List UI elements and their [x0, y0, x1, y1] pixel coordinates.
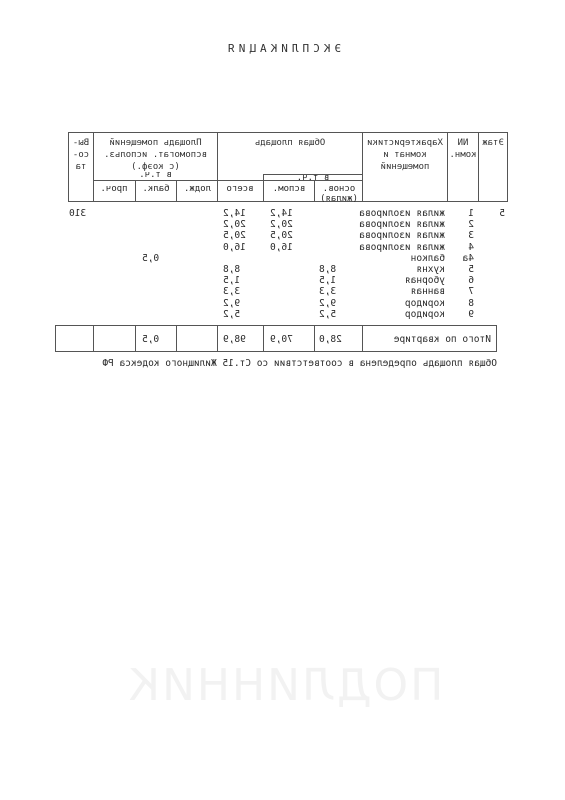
- row-8-name: ванная: [410, 286, 445, 298]
- row-10-name: коридор: [404, 308, 445, 320]
- totals-total: 98,9: [223, 334, 246, 345]
- row-3-name: жилая изолирова: [359, 230, 445, 242]
- row-4-name: жилая изолирова: [359, 241, 445, 253]
- totals-balcony: 0,5: [142, 334, 160, 345]
- row-7-aux: 1,5: [319, 275, 337, 287]
- header-total-area: Общая площадь: [217, 132, 363, 202]
- rule: [314, 325, 315, 352]
- row-6-name: кухня: [416, 264, 445, 275]
- row-3-main: 20,5: [270, 230, 293, 242]
- row-2-total: 20,2: [223, 219, 246, 231]
- row-4-total: 16,0: [223, 241, 246, 253]
- row-4-no: 4: [468, 241, 474, 253]
- header-character: Характеристики комнат и помещений: [362, 132, 448, 202]
- row-8-aux: 3,3: [319, 286, 337, 298]
- aux-header: вспом.: [272, 184, 306, 194]
- row-1-no: 1: [468, 208, 474, 219]
- row-9-aux: 9,2: [319, 297, 337, 309]
- totals-aux: 28,0: [319, 334, 342, 345]
- row-10-no: 9: [468, 308, 474, 320]
- row-2-no: 2: [468, 219, 474, 231]
- incl2-label: в т.ч.: [139, 170, 172, 180]
- row-6-total: 8,8: [223, 264, 241, 275]
- incl-label: в т.ч.: [296, 173, 330, 183]
- area-note: Общая площадь определена в соответствии со Ст.15 Жилищного кодекса РФ: [102, 358, 497, 369]
- row-5-balcony: 0,5: [142, 252, 160, 264]
- rule: [176, 325, 177, 352]
- row-6-aux: 8,8: [319, 264, 337, 275]
- row-7-no: 6: [468, 275, 474, 287]
- row-5-name: балкон: [410, 252, 445, 264]
- main-header: основ. (жилая): [320, 184, 358, 204]
- watermark-stamp: ПОДЛИННИК: [126, 660, 444, 711]
- row-1-height: 310: [69, 208, 87, 219]
- row-10-total: 5,2: [223, 308, 241, 320]
- balcony-header: балк.: [142, 184, 170, 194]
- row-9-no: 8: [468, 297, 474, 309]
- header-room-no: NN комн.: [447, 132, 479, 202]
- row-2-main: 20,2: [270, 219, 293, 231]
- header-aux-area: Площадь помещений вспомогат. использ. (с коэф.): [93, 132, 218, 202]
- rule: [93, 325, 94, 352]
- row-1-total: 14,2: [223, 208, 246, 219]
- rule: [135, 325, 136, 352]
- loggia-header: лодж.: [183, 184, 212, 194]
- row-8-total: 3,3: [223, 286, 241, 298]
- row-4-main: 16,0: [270, 241, 293, 253]
- rule: [93, 180, 218, 181]
- total-header: всего: [226, 184, 254, 194]
- row-8-no: 7: [468, 286, 474, 298]
- row-3-total: 20,5: [223, 230, 246, 242]
- row-1-floor: 5: [499, 208, 505, 219]
- row-5-no: 4а: [462, 252, 474, 264]
- row-2-name: жилая изолирова: [359, 219, 445, 231]
- row-1-main: 14,2: [270, 208, 293, 219]
- row-9-name: коридор: [404, 297, 445, 309]
- rule: [263, 325, 264, 352]
- row-7-total: 1,5: [223, 275, 241, 287]
- header-floor: Этаж: [478, 132, 508, 202]
- row-10-aux: 5,2: [319, 308, 337, 320]
- other-header: проч.: [100, 184, 128, 194]
- row-6-no: 5: [468, 264, 474, 275]
- totals-label: Итого по квартире: [393, 334, 491, 345]
- header-height: Вы- со- та: [68, 132, 94, 202]
- row-7-name: уборная: [404, 275, 445, 287]
- row-9-total: 9,2: [223, 297, 241, 309]
- row-1-name: жилая изолирова: [359, 208, 445, 219]
- totals-main: 70,9: [270, 334, 293, 345]
- rule: [217, 325, 218, 352]
- document-title: ЭКСПЛИКАЦИЯ: [224, 42, 341, 55]
- row-3-no: 3: [468, 230, 474, 242]
